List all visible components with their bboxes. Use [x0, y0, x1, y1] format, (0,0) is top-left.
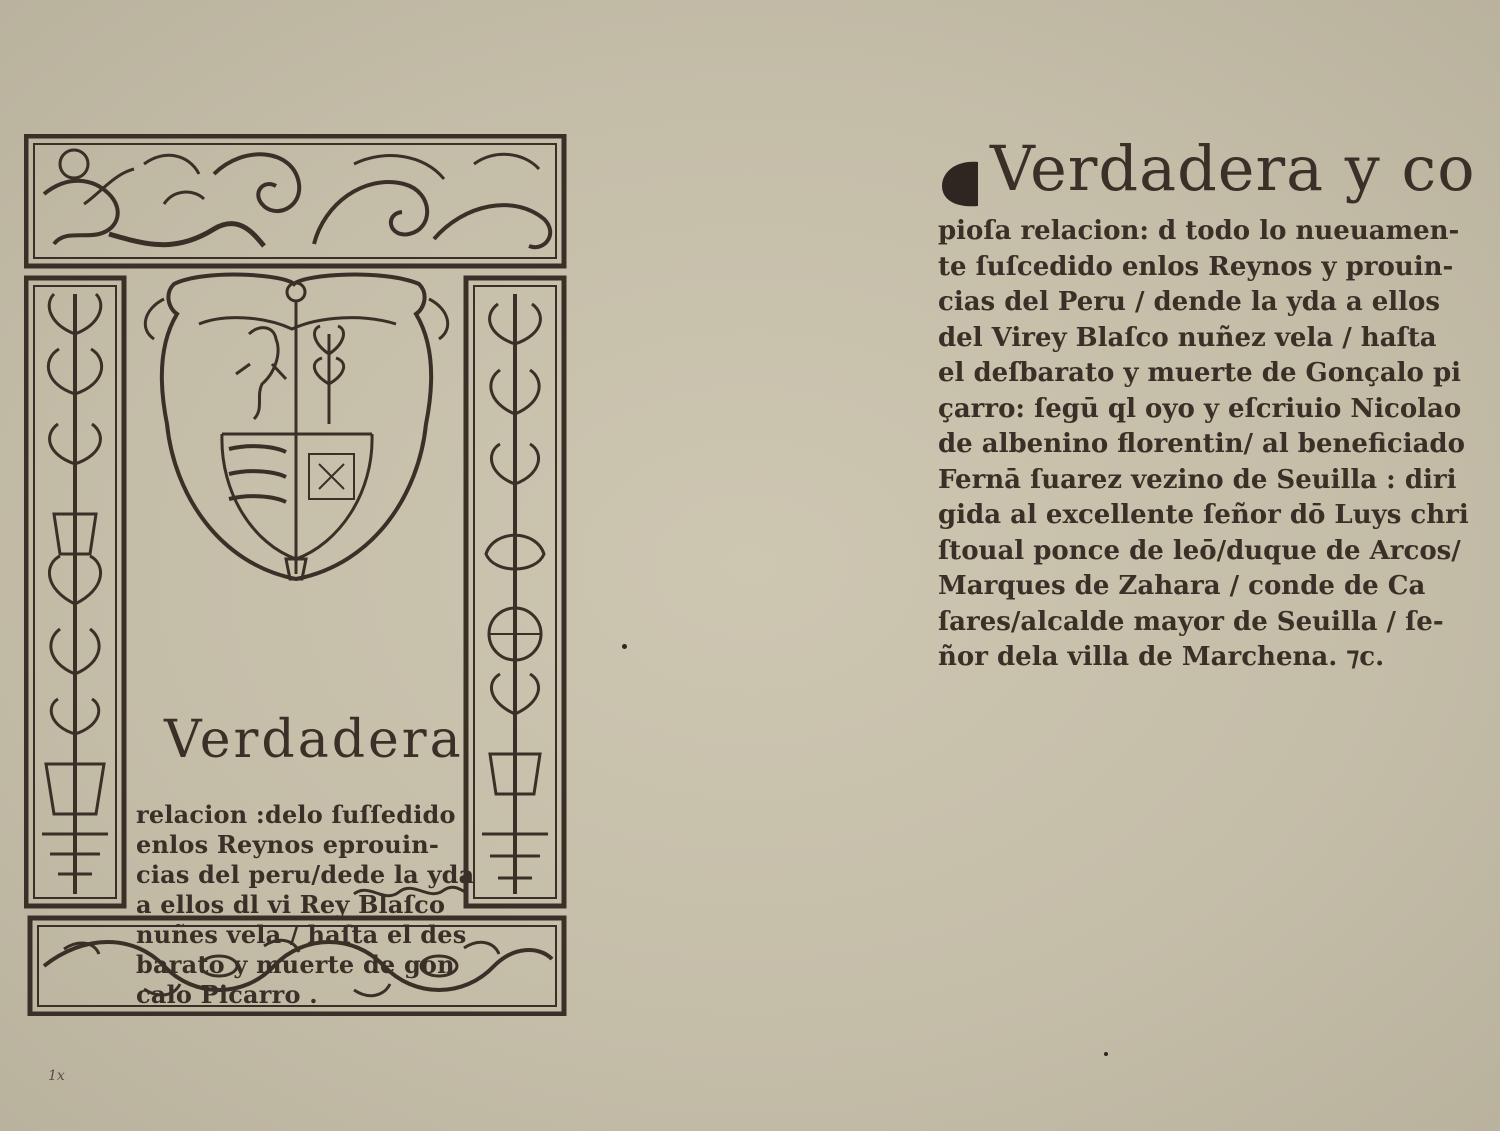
title-line: barato y muerte de gon [136, 950, 455, 979]
title-line: nuñes vela / haſta el des [136, 920, 467, 949]
title-line: a ellos dl vi Rey Blaſco [136, 890, 446, 919]
text-line: ſares/alcalde mayor de Seuilla / ſe- [938, 606, 1444, 637]
title-line: relacion :delo ſuſſedido [136, 800, 456, 829]
page-heading: Verdadera y co [990, 132, 1476, 205]
text-body [938, 214, 1469, 676]
text-line: ſtoual ponce de leō/duque de Arcos/ [938, 535, 1461, 566]
text-line: ñor dela villa de Marchena. ⁊c. [938, 642, 1385, 672]
woodcut-title: Verdadera [164, 710, 464, 770]
pilcrow-icon [938, 158, 984, 210]
text-line: te ſuſcedido enlos Reynos y prouin- [938, 251, 1454, 282]
ink-speck [1104, 1052, 1108, 1056]
folio-mark: 1x [48, 1068, 65, 1084]
text-line: Fernā ſuarez vezino de Seuilla : diri [938, 464, 1457, 495]
text-line: del Virey Blaſco nuñez vela / haſta [938, 322, 1437, 353]
text-line: gida al excellente ſeñor dō Luys chri [938, 500, 1469, 530]
text-line: pioſa relacion: d todo lo nueuamen- [938, 216, 1460, 246]
ink-speck [622, 644, 627, 649]
title-line: enlos Reynos eprouin- [136, 830, 440, 859]
woodcut-title-text [136, 800, 496, 1010]
woodcut-title-page [24, 134, 568, 1016]
text-line: de albenino florentin/ al beneficiado [938, 429, 1465, 459]
title-line: calo Picarro . [136, 980, 318, 1009]
text-line: çarro: ſegū ql oyo y eſcriuio Nicolao [938, 393, 1462, 424]
text-line: cias del Peru / dende la yda a ellos [938, 287, 1441, 317]
title-line: cias del peru/dede la yda [136, 860, 475, 889]
text-line: Marques de Zahara / conde de Ca [938, 571, 1426, 601]
text-line: el deſbarato y muerte de Gonçalo pi [938, 358, 1461, 388]
